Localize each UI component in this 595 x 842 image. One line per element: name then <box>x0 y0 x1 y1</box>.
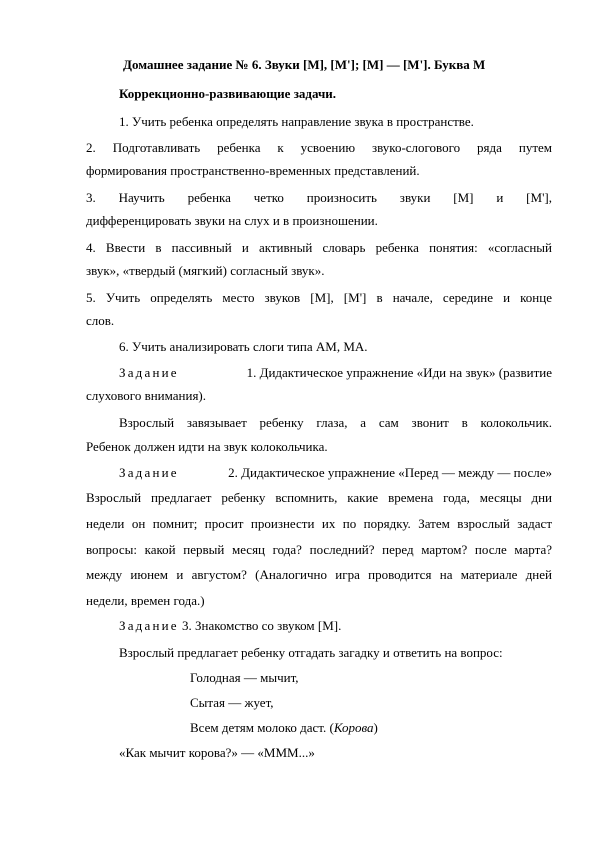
task-3-line-2: дифференцировать звуки на слух и в произношении. <box>86 213 378 228</box>
document-title: Домашнее задание № 6. Звуки [М], [М']; [М] — [М']. Буква М <box>123 57 486 72</box>
exercise-2-desc-2: недели он помнит; просит произнести их по порядку. Затем взрослый задаст <box>86 516 552 531</box>
task-4-line-1: 4. Ввести в пассивный и активный словарь ребенка понятия: «согласный <box>86 240 552 255</box>
exercise-2-desc-1: Взрослый предлагает ребенку вспомнить, какие времена года, месяцы дни <box>86 490 552 505</box>
exercise-2-desc-5: недели, времен года.) <box>86 593 205 608</box>
exercise-2-line-1 <box>119 465 552 481</box>
exercise-3-text: 3. Знакомство со звуком [М]. <box>182 618 342 633</box>
task-2-line-2: формирования пространственно-временных представлений. <box>86 163 420 178</box>
riddle-line-3 <box>190 720 378 736</box>
riddle-answer: Корова <box>333 720 374 735</box>
task-5-line-2: слов. <box>86 313 115 328</box>
task-2-line-1: 2. Подготавливать ребенка к усвоению звуко-слогового ряда путем <box>86 140 552 155</box>
exercise-2-desc-3: вопросы: какой первый месяц года? последний? перед мартом? после марта? <box>86 542 552 557</box>
exercise-1-line-1 <box>119 365 552 381</box>
section-subtitle: Коррекционно-развивающие задачи. <box>119 86 337 101</box>
exercise-1-label: Задание <box>119 365 179 380</box>
exercise-2-text: 2. Дидактическое упражнение «Перед — между — после» <box>228 465 552 480</box>
task-6: 6. Учить анализировать слоги типа АМ, МА. <box>119 339 368 354</box>
exercise-1-line-2: слухового внимания). <box>86 388 207 403</box>
riddle-line-1: Голодная — мычит, <box>190 670 299 685</box>
task-5-line-1: 5. Учить определять место звуков [М], [М'] в начале, середине и конце <box>86 290 552 305</box>
task-3-line-1: 3. Научить ребенка четко произносить звуки [М] и [М'], <box>86 190 552 205</box>
exercise-3-line-1 <box>119 618 341 634</box>
exercise-3-desc: Взрослый предлагает ребенку отгадать загадку и ответить на вопрос: <box>119 645 503 660</box>
exercise-1-desc-2: Ребенок должен идти на звук колокольчика. <box>86 439 328 454</box>
exercise-2-desc-4: между июнем и августом? (Аналогично игра проводится на материале дней <box>86 567 552 582</box>
exercise-2-label: Задание <box>119 465 179 480</box>
riddle-line-3-text: Всем детям молоко даст. ( <box>190 720 334 735</box>
exercise-3-label: Задание <box>119 618 179 633</box>
riddle-line-2: Сытая — жует, <box>190 695 274 710</box>
task-4-line-2: звук», «твердый (мягкий) согласный звук». <box>86 263 325 278</box>
exercise-1-desc-1: Взрослый завязывает ребенку глаза, а сам звонит в колокольчик. <box>119 415 552 430</box>
riddle-close: ) <box>373 720 378 735</box>
task-1: 1. Учить ребенка определять направление звука в пространстве. <box>119 114 474 129</box>
exercise-1-text: 1. Дидактическое упражнение «Иди на звук» (развитие <box>246 365 552 380</box>
cow-question: «Как мычит корова?» — «МММ...» <box>119 745 315 760</box>
